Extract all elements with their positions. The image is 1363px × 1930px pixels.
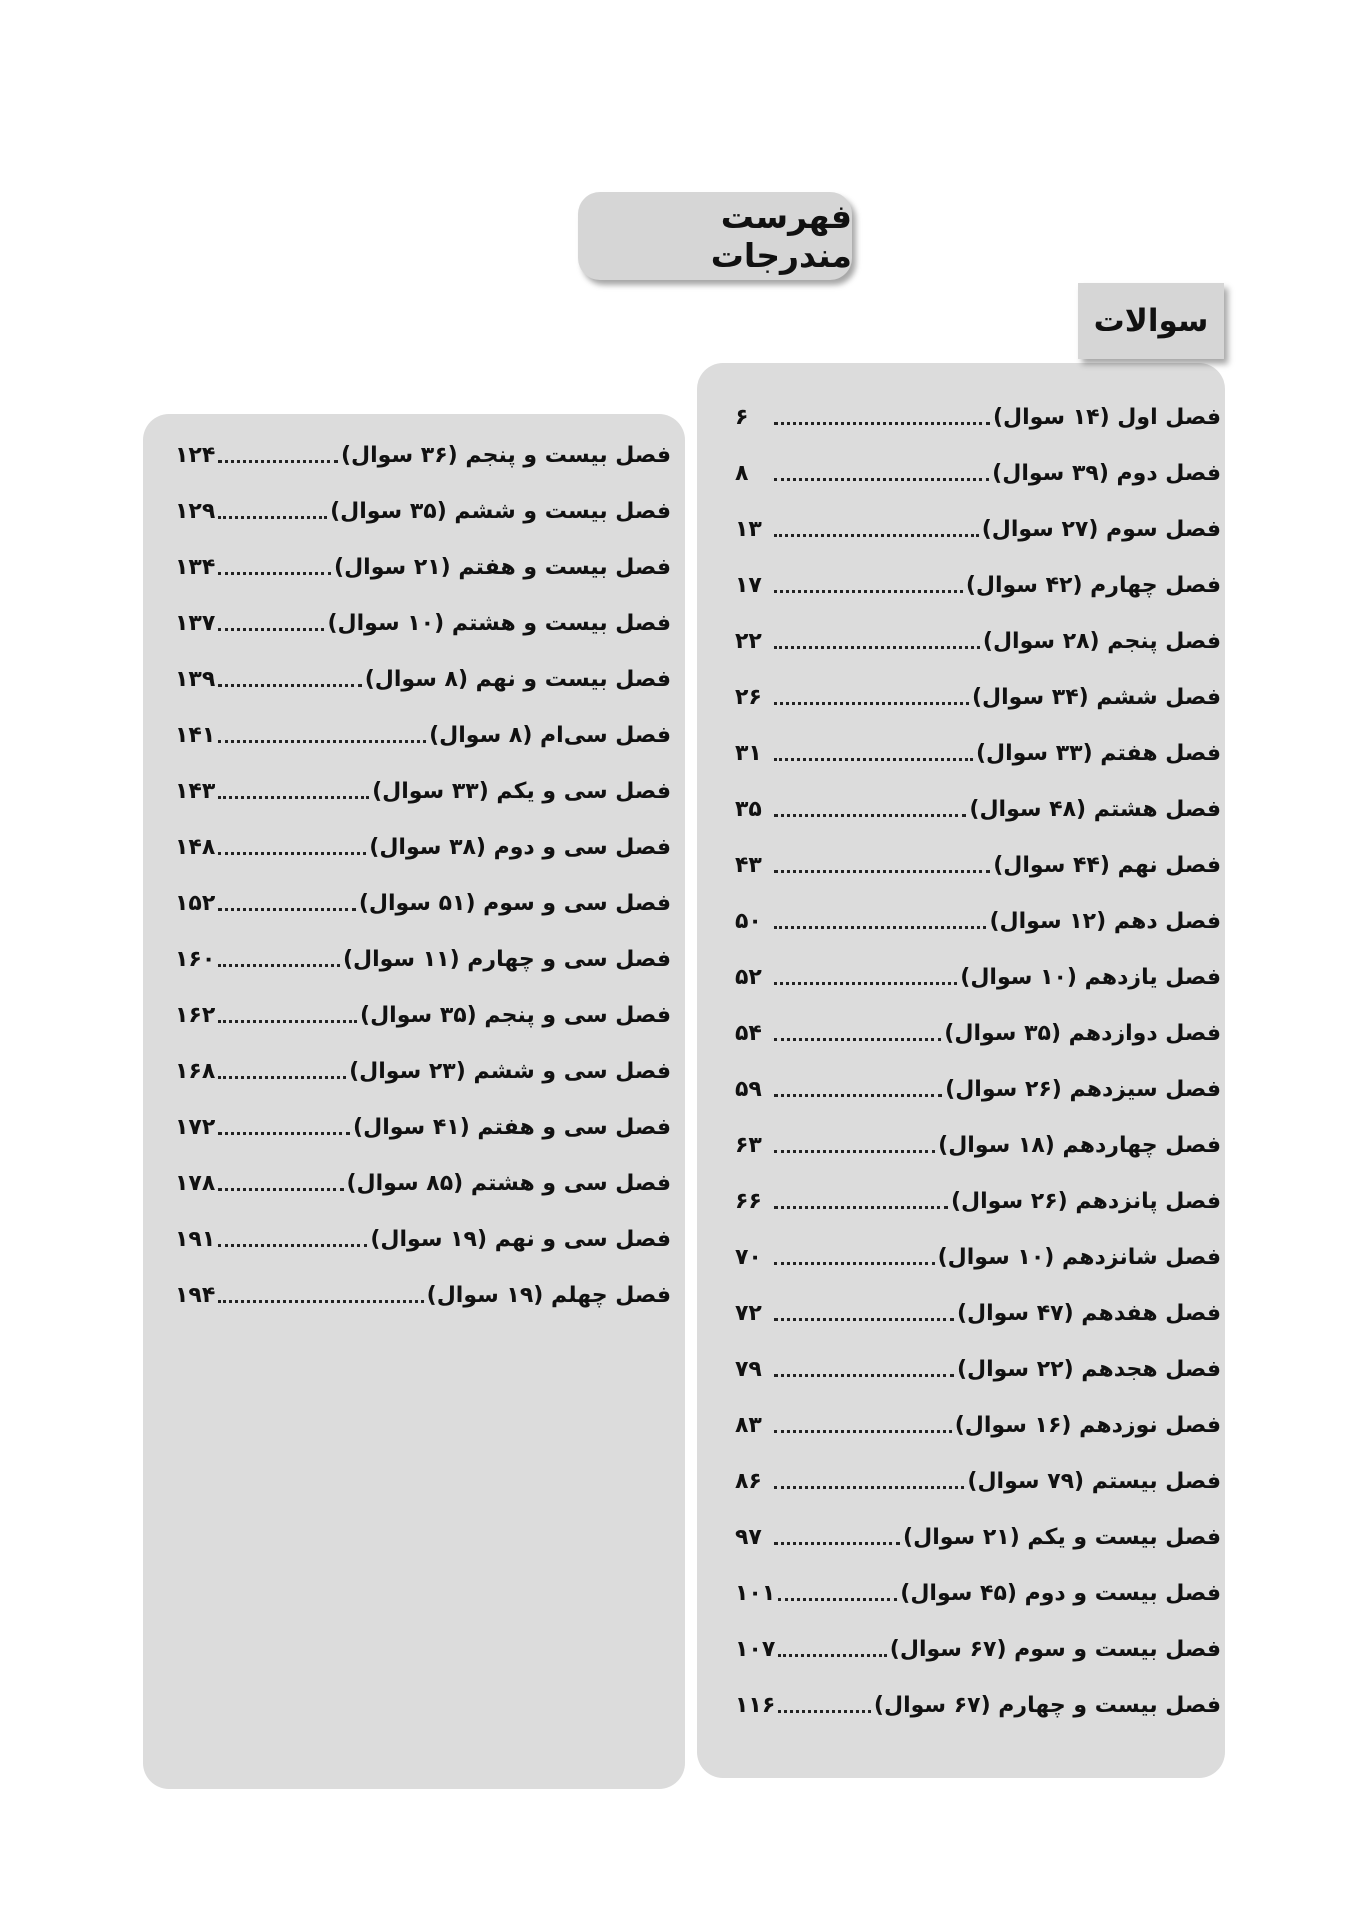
toc-leader-dots xyxy=(774,926,986,929)
toc-leader-dots xyxy=(774,870,990,873)
toc-entry xyxy=(735,1278,1221,1334)
toc-entry-label: فصل هفدهم (۴۷ سوال) xyxy=(956,1301,1221,1326)
toc-entry-label: فصل دوازدهم (۳۵ سوال) xyxy=(944,1021,1221,1046)
toc-entry-label: فصل دهم (۱۲ سوال) xyxy=(989,909,1221,934)
toc-entry-page: ۹۷ xyxy=(735,1525,762,1550)
toc-entry xyxy=(735,1054,1221,1110)
toc-entry xyxy=(735,1334,1221,1390)
toc-leader-dots xyxy=(774,1542,900,1545)
toc-entry xyxy=(735,1502,1221,1558)
toc-entry-label: فصل هجدهم (۲۲ سوال) xyxy=(956,1357,1221,1382)
toc-entry-label: فصل سی و سوم (۵۱ سوال) xyxy=(358,891,671,916)
toc-entry xyxy=(175,420,671,476)
toc-leader-dots xyxy=(774,1486,964,1489)
toc-entry-label: فصل سی و ششم (۲۳ سوال) xyxy=(349,1059,671,1084)
toc-entry-page: ۵۲ xyxy=(735,965,762,990)
toc-leader-dots xyxy=(218,796,369,799)
toc-leader-dots xyxy=(218,572,331,575)
toc-entry xyxy=(175,1260,671,1316)
toc-entry-label: فصل نوزدهم (۱۶ سوال) xyxy=(954,1413,1221,1438)
toc-entry xyxy=(735,1222,1221,1278)
toc-entry-page: ۱۷ xyxy=(735,573,762,598)
toc-entry xyxy=(735,438,1221,494)
toc-entry-page: ۸ xyxy=(735,461,749,486)
toc-leader-dots xyxy=(774,1150,935,1153)
toc-entry xyxy=(735,1390,1221,1446)
toc-leader-dots xyxy=(774,758,973,761)
toc-entry-label: فصل چهارم (۴۲ سوال) xyxy=(965,573,1221,598)
toc-leader-dots xyxy=(774,478,989,481)
toc-entry xyxy=(735,718,1221,774)
toc-leader-dots xyxy=(218,1020,357,1023)
toc-entry xyxy=(735,1670,1221,1726)
toc-leader-dots xyxy=(218,852,366,855)
toc-entry xyxy=(175,924,671,980)
toc-entry-label: فصل بیست و پنجم (۳۶ سوال) xyxy=(341,443,671,468)
toc-entry-page: ۳۵ xyxy=(735,797,762,822)
toc-entry xyxy=(735,830,1221,886)
toc-entry-page: ۷۰ xyxy=(735,1245,762,1270)
toc-entry-label: فصل بیست و ششم (۳۵ سوال) xyxy=(330,499,671,524)
toc-entry xyxy=(175,644,671,700)
toc-leader-dots xyxy=(774,1262,935,1265)
toc-entry xyxy=(735,1166,1221,1222)
toc-entry xyxy=(735,998,1221,1054)
toc-leader-dots xyxy=(774,702,969,705)
toc-leader-dots xyxy=(218,908,356,911)
toc-entry xyxy=(735,382,1221,438)
toc-entry-label: فصل سی و چهارم (۱۱ سوال) xyxy=(342,947,671,972)
toc-entry-label: فصل چهلم (۱۹ سوال) xyxy=(426,1283,671,1308)
toc-leader-dots xyxy=(778,1598,897,1601)
toc-entry-label: فصل شانزدهم (۱۰ سوال) xyxy=(937,1245,1221,1270)
toc-entry xyxy=(175,532,671,588)
toc-entry-page: ۸۳ xyxy=(735,1413,762,1438)
toc-entry-label: فصل سیزدهم (۲۶ سوال) xyxy=(945,1077,1221,1102)
toc-entry xyxy=(735,1446,1221,1502)
toc-leader-dots xyxy=(218,1076,346,1079)
toc-entry-label: فصل پانزدهم (۲۶ سوال) xyxy=(951,1189,1221,1214)
toc-entry-label: فصل چهاردهم (۱۸ سوال) xyxy=(938,1133,1221,1158)
toc-entry-label: فصل بیست و یکم (۲۱ سوال) xyxy=(903,1525,1221,1550)
toc-entry xyxy=(175,812,671,868)
toc-leader-dots xyxy=(218,1244,367,1247)
toc-entry-page: ۱۲۹ xyxy=(175,499,216,524)
toc-leader-dots xyxy=(778,1710,871,1713)
toc-entry xyxy=(175,1036,671,1092)
toc-entry xyxy=(175,1204,671,1260)
toc-entry-label: فصل بیست و چهارم (۶۷ سوال) xyxy=(873,1693,1221,1718)
toc-entry-page: ۱۷۸ xyxy=(175,1171,216,1196)
toc-leader-dots xyxy=(774,1038,941,1041)
toc-leader-dots xyxy=(774,590,963,593)
toc-entry-label: فصل سی و هفتم (۴۱ سوال) xyxy=(353,1115,671,1140)
toc-entry-page: ۲۲ xyxy=(735,629,762,654)
toc-entry-label: فصل یازدهم (۱۰ سوال) xyxy=(960,965,1221,990)
toc-entry-label: فصل هشتم (۴۸ سوال) xyxy=(969,797,1221,822)
toc-entry-label: فصل سوم (۲۷ سوال) xyxy=(981,517,1221,542)
toc-entry-page: ۷۹ xyxy=(735,1357,762,1382)
toc-entry-page: ۱۳۷ xyxy=(175,611,216,636)
toc-column-left xyxy=(175,420,671,1316)
toc-entry-label: فصل سی و نهم (۱۹ سوال) xyxy=(370,1227,671,1252)
toc-entry-label: فصل سی و دوم (۳۸ سوال) xyxy=(369,835,671,860)
toc-leader-dots xyxy=(218,740,426,743)
toc-leader-dots xyxy=(218,460,338,463)
toc-entry-page: ۵۴ xyxy=(735,1021,762,1046)
toc-entry-page: ۱۲۴ xyxy=(175,443,216,468)
toc-leader-dots xyxy=(218,516,327,519)
toc-entry-page: ۱۶۰ xyxy=(175,947,216,972)
toc-leader-dots xyxy=(218,684,361,687)
toc-entry-label: فصل بیست و هفتم (۲۱ سوال) xyxy=(334,555,671,580)
toc-leader-dots xyxy=(774,1318,954,1321)
toc-entry-page: ۱۴۸ xyxy=(175,835,216,860)
toc-entry xyxy=(175,868,671,924)
toc-entry xyxy=(175,980,671,1036)
toc-entry-page: ۳۱ xyxy=(735,741,762,766)
toc-entry-page: ۱۷۲ xyxy=(175,1115,216,1140)
toc-entry-page: ۱۹۱ xyxy=(175,1227,216,1252)
toc-entry xyxy=(735,1614,1221,1670)
toc-entry-page: ۱۶۲ xyxy=(175,1003,216,1028)
toc-entry-page: ۱۰۷ xyxy=(735,1637,776,1662)
toc-leader-dots xyxy=(774,982,957,985)
toc-column-right xyxy=(735,382,1221,1726)
toc-leader-dots xyxy=(218,1132,350,1135)
toc-entry-page: ۷۲ xyxy=(735,1301,762,1326)
toc-entry-label: فصل سی و هشتم (۸۵ سوال) xyxy=(346,1171,671,1196)
toc-leader-dots xyxy=(774,1430,952,1433)
toc-entry-label: فصل دوم (۳۹ سوال) xyxy=(992,461,1221,486)
toc-entry xyxy=(735,550,1221,606)
toc-leader-dots xyxy=(774,534,979,537)
toc-entry-page: ۱۳ xyxy=(735,517,762,542)
toc-entry-label: فصل سی و پنجم (۳۵ سوال) xyxy=(360,1003,671,1028)
toc-entry-label: فصل بیست و نهم (۸ سوال) xyxy=(364,667,671,692)
toc-entry-label: فصل ششم (۳۴ سوال) xyxy=(971,685,1221,710)
toc-entry-page: ۶ xyxy=(735,405,749,430)
toc-entry xyxy=(735,1110,1221,1166)
toc-entry xyxy=(735,606,1221,662)
toc-entry xyxy=(175,1148,671,1204)
toc-entry-label: فصل اول (۱۴ سوال) xyxy=(992,405,1221,430)
toc-entry-label: فصل سی و یکم (۳۳ سوال) xyxy=(372,779,671,804)
toc-entry-page: ۵۹ xyxy=(735,1077,762,1102)
toc-entry-page: ۱۴۱ xyxy=(175,723,216,748)
toc-leader-dots xyxy=(774,814,966,817)
toc-leader-dots xyxy=(778,1654,887,1657)
toc-leader-dots xyxy=(774,1094,942,1097)
toc-entry xyxy=(735,662,1221,718)
toc-leader-dots xyxy=(218,964,340,967)
toc-entry xyxy=(735,1558,1221,1614)
toc-entry xyxy=(175,476,671,532)
toc-entry-page: ۱۰۱ xyxy=(735,1581,776,1606)
toc-leader-dots xyxy=(774,1374,954,1377)
toc-entry xyxy=(735,942,1221,998)
toc-entry xyxy=(175,700,671,756)
toc-entry xyxy=(735,774,1221,830)
toc-leader-dots xyxy=(218,1300,423,1303)
toc-entry xyxy=(175,588,671,644)
toc-entry-page: ۲۶ xyxy=(735,685,762,710)
toc-entry-page: ۶۶ xyxy=(735,1189,762,1214)
toc-entry-label: فصل بیست و دوم (۴۵ سوال) xyxy=(900,1581,1221,1606)
toc-entry-page: ۸۶ xyxy=(735,1469,762,1494)
toc-entry xyxy=(175,1092,671,1148)
toc-entry xyxy=(175,756,671,812)
toc-entry-label: فصل نهم (۴۴ سوال) xyxy=(993,853,1221,878)
toc-entry-label: فصل سی‌ام (۸ سوال) xyxy=(429,723,671,748)
toc-leader-dots xyxy=(774,646,980,649)
toc-entry-page: ۱۳۹ xyxy=(175,667,216,692)
toc-entry-label: فصل بیست و هشتم (۱۰ سوال) xyxy=(327,611,671,636)
toc-leader-dots xyxy=(774,1206,948,1209)
toc-entry-page: ۴۳ xyxy=(735,853,762,878)
toc-entry-page: ۱۱۶ xyxy=(735,1693,776,1718)
toc-entry-page: ۱۹۴ xyxy=(175,1283,216,1308)
toc-entry-page: ۱۵۲ xyxy=(175,891,216,916)
toc-entry-page: ۱۶۸ xyxy=(175,1059,216,1084)
toc-leader-dots xyxy=(774,422,990,425)
toc-entry-page: ۱۴۳ xyxy=(175,779,216,804)
toc-entry-page: ۵۰ xyxy=(735,909,762,934)
toc-entry-label: فصل بیست و سوم (۶۷ سوال) xyxy=(889,1637,1221,1662)
toc-entry xyxy=(735,886,1221,942)
toc-entry-label: فصل پنجم (۲۸ سوال) xyxy=(982,629,1221,654)
toc-entry-page: ۱۳۴ xyxy=(175,555,216,580)
toc-leader-dots xyxy=(218,628,324,631)
toc-entry-label: فصل بیستم (۷۹ سوال) xyxy=(967,1469,1221,1494)
toc-entry-label: فصل هفتم (۳۳ سوال) xyxy=(975,741,1221,766)
toc-entry-page: ۶۳ xyxy=(735,1133,762,1158)
section-heading: سوالات xyxy=(1078,283,1224,359)
page-title: فهرست مندرجات xyxy=(578,192,852,280)
toc-leader-dots xyxy=(218,1188,343,1191)
toc-entry xyxy=(735,494,1221,550)
